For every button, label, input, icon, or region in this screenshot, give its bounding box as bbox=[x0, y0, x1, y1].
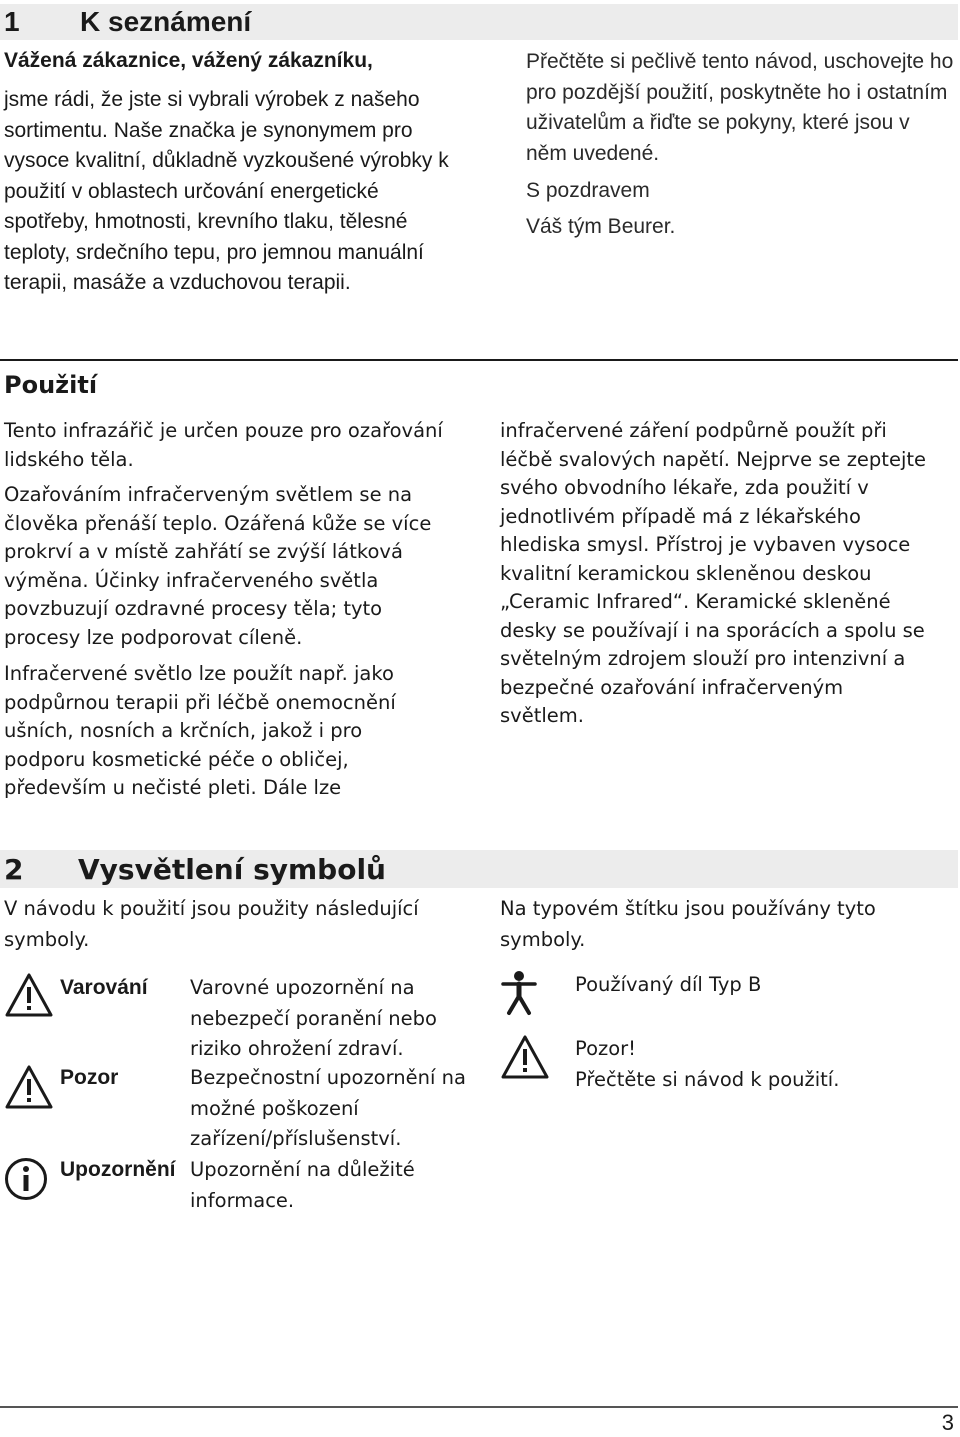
signature-text: Váš tým Beurer. bbox=[526, 215, 676, 238]
usage-paragraph: Ozařováním infračerveným světlem se na člověka přenáší teplo. Ozářená kůže se více prokrví a v místě zahřátí se zvýší látková výměna. Účinky infračerveného světla povzbuzují ozdravné procesy těla; tyto procesy lze podporovat cíleně. bbox=[4, 483, 432, 649]
greeting: Vážená zákaznice, vážený zákazníku, bbox=[4, 49, 373, 72]
section-title: K seznámení bbox=[80, 6, 252, 37]
section-heading-symbols bbox=[0, 850, 958, 888]
warning-triangle-icon bbox=[4, 1064, 54, 1110]
warning-triangle-icon bbox=[500, 1034, 550, 1080]
usage-paragraph: infračervené záření podpůrně použít při léčbě svalových napětí. Nejprve se zeptejte svého obvodního lékaře, zda použití v jednotlivém případě má z lékařského hlediska smysl. Přístroj je vybaven vysoce kvalitní keramickou skleněnou deskou „Ceramic Infrared“. Keramické skleněné desky se používají i na sporácích a spolu se světelným zdrojem slouží pro intenzivní a bezpečné ozařování infračerveným světlem. bbox=[500, 419, 927, 727]
regards-text: S pozdravem bbox=[526, 179, 650, 202]
symbol-label: Upozornění bbox=[60, 1158, 176, 1181]
symbol-description: Varovné upozornění na nebezpečí poranění nebo riziko ohrožení zdraví. bbox=[190, 976, 437, 1060]
symbol-label: Pozor bbox=[60, 1066, 119, 1089]
footer-divider bbox=[0, 1406, 958, 1408]
symbol-description: Přečtěte si návod k použití. bbox=[575, 1068, 840, 1091]
symbol-description: Upozornění na důležité informace. bbox=[190, 1158, 415, 1212]
symbols-intro-left: V návodu k použití jsou použity následující symboly. bbox=[4, 897, 419, 951]
instruction-paragraph: Přečtěte si pečlivě tento návod, uschovejte ho pro pozdější použití, poskytněte ho i ostatním uživatelům a řiďte se pokyny, které jsou v něm uvedené. bbox=[526, 50, 954, 165]
symbols-intro-right: Na typovém štítku jsou používány tyto symboly. bbox=[500, 897, 876, 951]
symbol-label: Varování bbox=[60, 976, 148, 999]
symbol-description: Používaný díl Typ B bbox=[575, 973, 762, 996]
intro-paragraph: jsme rádi, že jste si vybrali výrobek z našeho sortimentu. Naše značka je synonymem pro vysoce kvalitní, důkladně vyzkoušené výrobky k použití v oblastech určování energetické spotřeby, hmotnosti, krevního tlaku, tělesné teploty, srdečního tepu, pro jemnou manuální terapii, masáže a vzduchovou terapii. bbox=[4, 88, 449, 294]
section-number: 2 bbox=[4, 852, 24, 886]
symbol-description: Pozor! bbox=[575, 1037, 636, 1060]
usage-title: Použití bbox=[4, 371, 98, 399]
usage-paragraph: Tento infrazářič je určen pouze pro ozařování lidského těla. bbox=[4, 419, 443, 471]
divider bbox=[0, 359, 958, 361]
section-title: Vysvětlení symbolů bbox=[78, 852, 386, 886]
usage-paragraph: Infračervené světlo lze použít např. jako podpůrnou terapii při léčbě onemocnění ušních, nosních a krčních, jakož i pro podporu kosmetické péče o obličej, především u nečisté pleti. Dále lze bbox=[4, 662, 396, 799]
info-circle-icon bbox=[4, 1157, 48, 1201]
warning-triangle-icon bbox=[4, 972, 54, 1018]
section-number: 1 bbox=[4, 6, 20, 37]
page-number: 3 bbox=[941, 1410, 954, 1435]
section-heading-intro bbox=[0, 4, 958, 40]
type-b-person-icon bbox=[500, 970, 538, 1016]
symbol-description: Bezpečnostní upozornění na možné poškození zařízení/příslušenství. bbox=[190, 1066, 466, 1150]
